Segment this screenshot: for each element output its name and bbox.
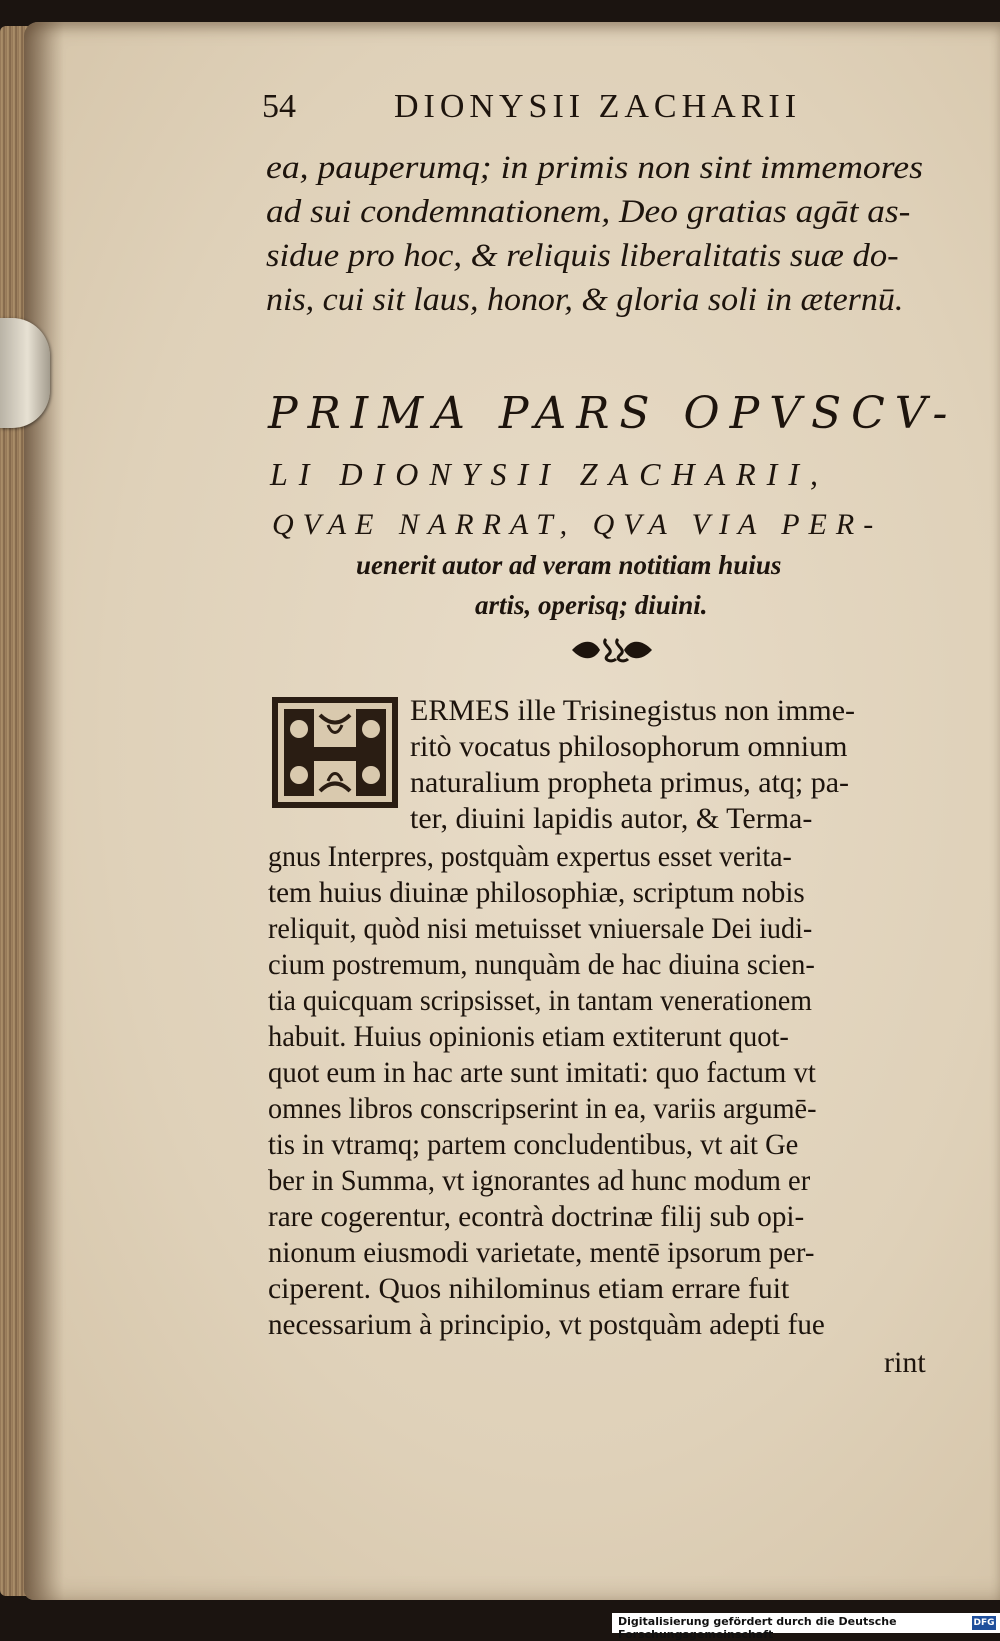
heading-line: QVAE NARRAT, QVA VIA PER-: [272, 508, 883, 541]
body-line: tem huius diuinæ philosophiæ, scriptum nobis: [268, 876, 805, 909]
body-line: ber in Summa, vt ignorantes ad hunc modum er: [268, 1164, 811, 1197]
body-line: ciperent. Quos nihilominus etiam errare fuit: [268, 1272, 790, 1305]
body-line: cium postremum, nunquàm de hac diuina scien-: [268, 948, 815, 981]
heading-line: LI DIONYSII ZACHARII,: [270, 456, 829, 492]
dfg-logo: DFG: [973, 1618, 995, 1628]
heading-line: uenerit autor ad veram notitiam huius: [356, 550, 782, 580]
running-title: DIONYSII ZACHARII: [394, 88, 802, 125]
body-line: tis in vtramq; partem concludentibus, vt ait Ge: [268, 1128, 799, 1161]
body-line: ritò vocatus philosophorum omnium: [410, 730, 848, 763]
book-clasp: [0, 318, 50, 428]
decorated-initial: [270, 695, 400, 810]
body-line: naturalium propheta primus, atq; pa-: [410, 766, 850, 799]
body-line: nionum eiusmodi varietate, mentē ipsorum per-: [268, 1236, 815, 1269]
gutter-shadow: [24, 22, 64, 1600]
body-line: tia quicquam scripsisset, in tantam venerationem: [268, 984, 812, 1017]
heading-line: artis, operisq; diuini.: [475, 590, 708, 620]
body-line: rare cogerentur, econtrà doctrinæ filij sub opi-: [268, 1200, 805, 1233]
prelude-line: ea, pauperumq; in primis non sint immemores: [266, 150, 923, 186]
prelude-line: ad sui condemnationem, Deo gratias agāt as-: [266, 194, 911, 230]
digitization-credit: [612, 1613, 1000, 1641]
credit-text: Digitalisierung gefördert durch die Deutsche Forschungsgemeinschaft: [618, 1615, 897, 1641]
decorated-initial-h-icon: [270, 695, 400, 810]
body-line: ter, diuini lapidis autor, & Terma-: [410, 802, 813, 835]
body-line: ERMES ille Trisinegistus non imme-: [410, 694, 856, 727]
prelude-line: nis, cui sit laus, honor, & gloria soli in æternū.: [266, 282, 904, 318]
body-line: quot eum in hac arte sunt imitati: quo factum vt: [268, 1056, 816, 1089]
page-number: 54: [262, 88, 296, 125]
running-head: [262, 88, 837, 138]
body-line: rint: [884, 1346, 926, 1379]
body-line: habuit. Huius opinionis etiam extiterunt quot-: [268, 1020, 789, 1053]
body-line: reliquit, quòd nisi metuisset vniuersale Dei iudi-: [268, 912, 813, 945]
heading-line: PRIMA PARS OPVSCV-: [268, 388, 958, 439]
body-line: necessarium à principio, vt postquàm adepti fue: [268, 1308, 825, 1341]
prelude-line: sidue pro hoc, & reliquis liberalitatis suæ do-: [266, 238, 899, 274]
body-line: omnes libros conscripserint in ea, variis argumē-: [268, 1092, 817, 1125]
body-line: gnus Interpres, postquàm expertus esset verita-: [268, 840, 792, 873]
fleuron-ornament: [568, 633, 656, 667]
